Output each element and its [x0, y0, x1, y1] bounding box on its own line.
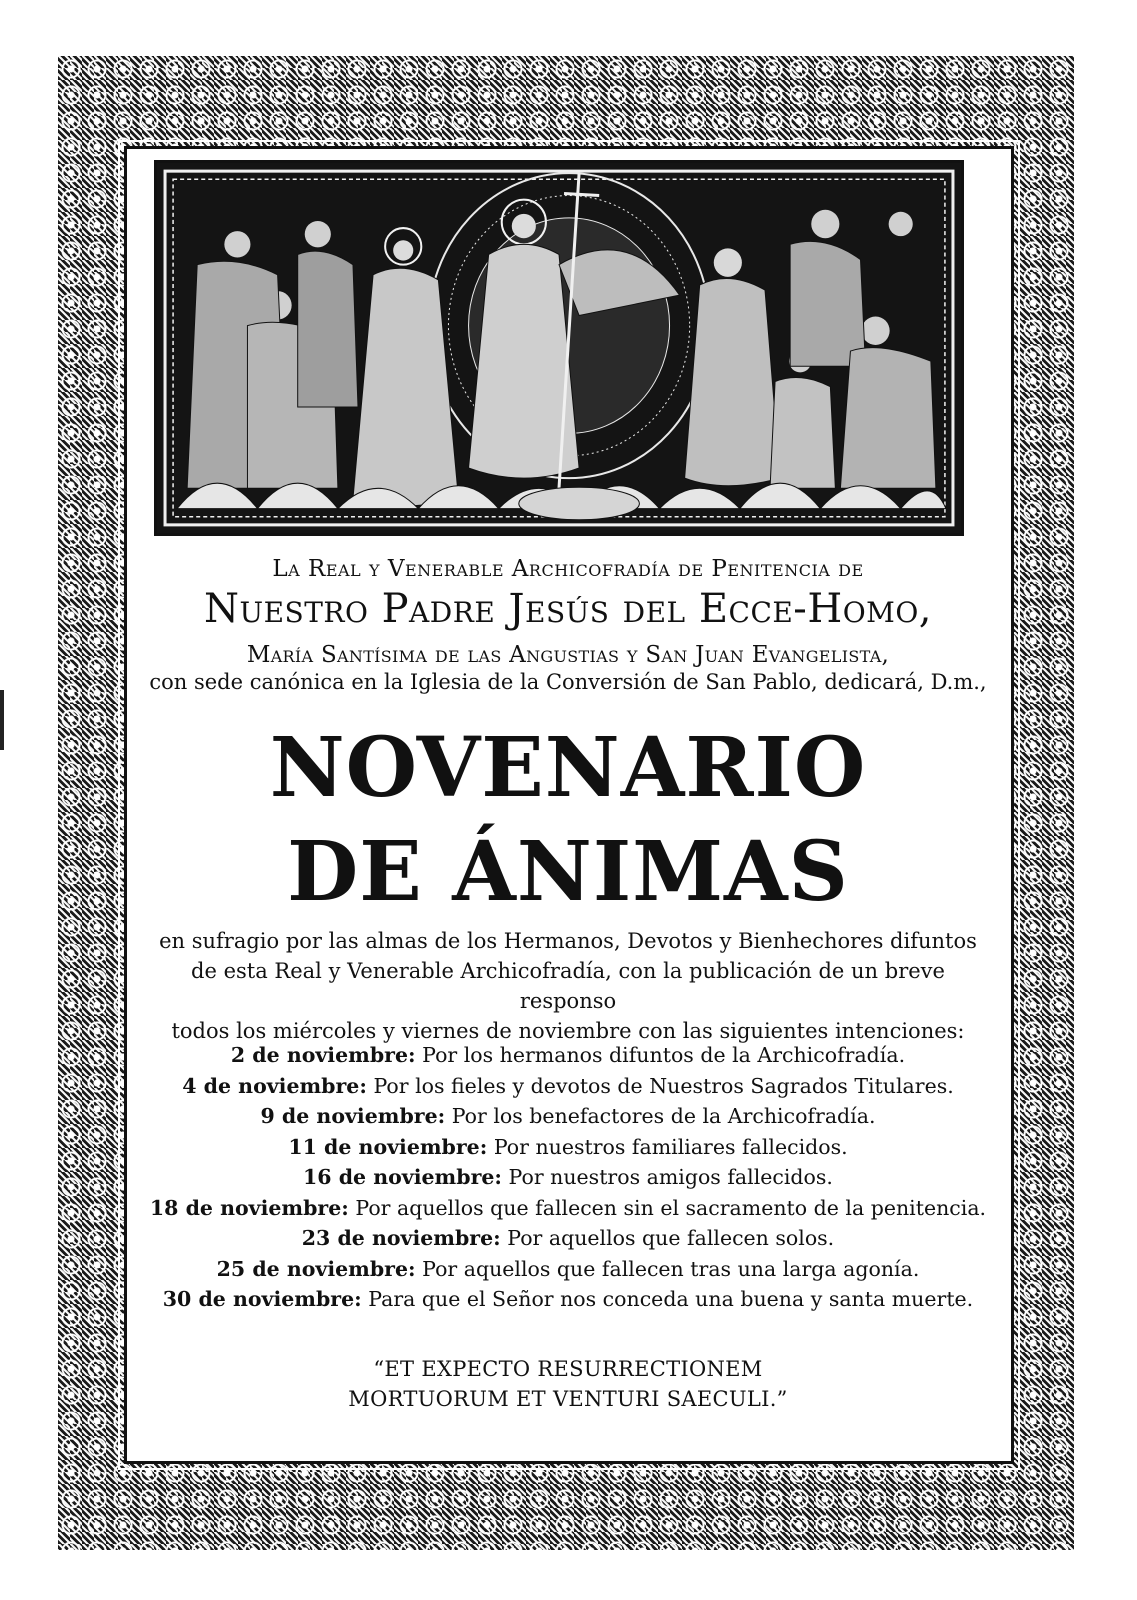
- schedule-date: 11 de noviembre:: [288, 1134, 488, 1159]
- header-sede: con sede canónica en la Iglesia de la Conversión de San Pablo, dedicará, D.m.,: [149, 670, 987, 694]
- schedule-date: 25 de noviembre:: [216, 1256, 416, 1281]
- schedule-row: [140, 1040, 996, 1071]
- header-confraternity: La Real y Venerable Archicofradía de Penitencia de: [272, 556, 864, 582]
- title-novenario: NOVENARIO: [269, 720, 867, 816]
- schedule-row: [140, 1132, 996, 1163]
- schedule-date: 2 de noviembre:: [230, 1043, 416, 1067]
- schedule-text: Por aquellos que fallecen sin el sacramento de la penitencia.: [355, 1195, 987, 1220]
- intro-paragraph: [140, 926, 996, 1046]
- schedule-row: [140, 1254, 996, 1285]
- intro-line: de esta Real y Venerable Archicofradía, con la publicación de un breve responso: [191, 959, 945, 1013]
- intro-line: todos los miércoles y viernes de noviembre con las siguientes intenciones:: [171, 1019, 965, 1043]
- schedule-text: Por nuestros amigos fallecidos.: [508, 1165, 833, 1189]
- schedule-row: [140, 1101, 996, 1132]
- title-de-animas: DE ÁNIMAS: [287, 824, 849, 920]
- header-jesus: Nuestro Padre Jesús del Ecce-Homo,: [204, 586, 932, 632]
- schedule-date: 30 de noviembre:: [162, 1287, 362, 1311]
- schedule-text: Por los fieles y devotos de Nuestros Sagrados Titulares.: [373, 1073, 954, 1098]
- schedule-date: 9 de noviembre:: [260, 1104, 446, 1128]
- schedule-row: [140, 1223, 996, 1254]
- quote-line: “ET EXPECTO RESURRECTIONEM: [373, 1357, 763, 1381]
- schedule-row: [140, 1071, 996, 1102]
- schedule-date: 23 de noviembre:: [301, 1226, 501, 1250]
- schedule-date: 18 de noviembre:: [149, 1195, 349, 1220]
- schedule-text: Por aquellos que fallecen solos.: [507, 1226, 835, 1250]
- schedule-text: Por aquellos que fallecen tras una larga agonía.: [422, 1256, 920, 1281]
- schedule-row: [140, 1284, 996, 1315]
- schedule-row: [140, 1162, 996, 1193]
- schedule-text: Por nuestros familiares fallecidos.: [493, 1134, 848, 1159]
- engraving-illustration: [154, 160, 964, 536]
- page-edge-tab: [0, 690, 4, 750]
- intro-line: en sufragio por las almas de los Hermanos, Devotos y Bienhechores difuntos: [159, 929, 977, 953]
- quote-line: MORTUORUM ET VENTURI SAECULI.”: [348, 1387, 788, 1411]
- schedule-row: [140, 1193, 996, 1224]
- schedule-text: Por los benefactores de la Archicofradía.: [451, 1104, 876, 1128]
- schedule-list: [140, 1040, 996, 1315]
- latin-quote: [140, 1354, 996, 1414]
- schedule-date: 4 de noviembre:: [182, 1073, 367, 1098]
- header-maria: María Santísima de las Angustias y San Juan Evangelista,: [246, 642, 890, 668]
- schedule-text: Por los hermanos difuntos de la Archicofradía.: [422, 1043, 906, 1067]
- schedule-text: Para que el Señor nos conceda una buena y santa muerte.: [368, 1287, 974, 1311]
- schedule-date: 16 de noviembre:: [303, 1165, 502, 1189]
